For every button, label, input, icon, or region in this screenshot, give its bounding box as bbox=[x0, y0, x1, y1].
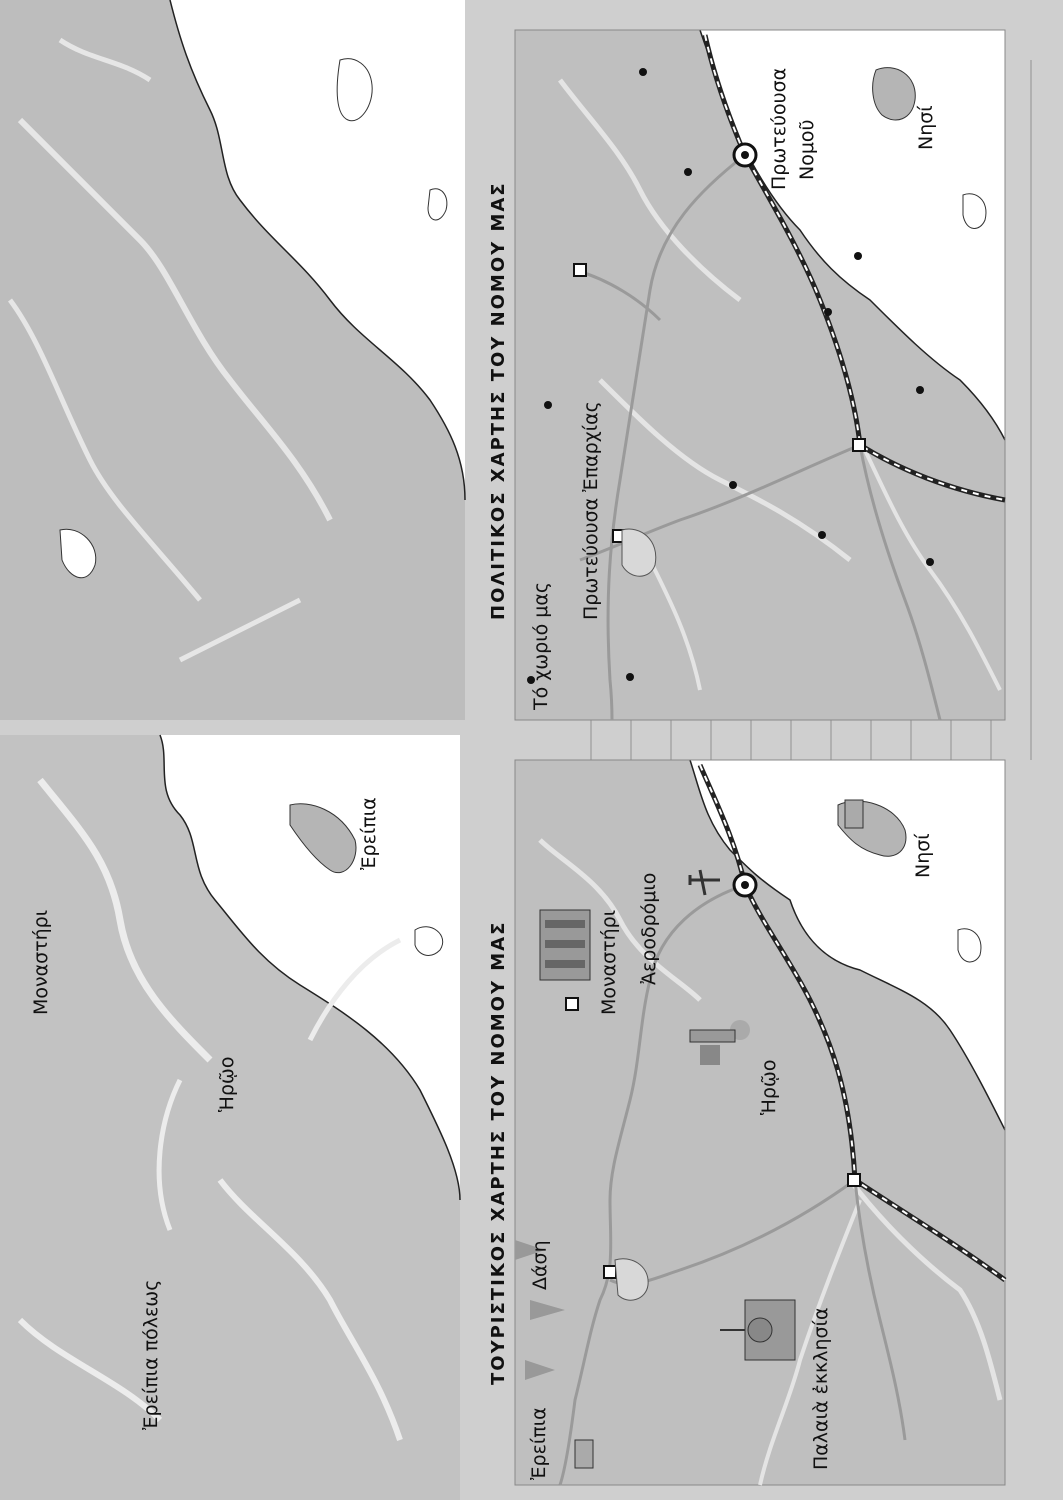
label-our-village: Τό χωριό μας bbox=[530, 581, 552, 710]
label-airport: Ἀεροδρόμιο bbox=[638, 872, 660, 985]
label-prefecture-capital-1: Πρωτεύουσα bbox=[768, 67, 790, 190]
monastery-icon bbox=[540, 910, 590, 980]
political-map-title: ΠΟΛΙΤΙΚΟΣ ΧΑΡΤΗΣ ΤΟΥ ΝΟΜΟΥ ΜΑΣ bbox=[488, 181, 509, 620]
label-hero-monument-tourist: Ἡρῷο bbox=[758, 1059, 780, 1115]
label-ruins-topleft: Ἐρείπια bbox=[358, 797, 380, 870]
label-monastery-topleft: Μοναστήρι bbox=[30, 909, 52, 1015]
label-island-political: Νησί bbox=[915, 105, 937, 150]
label-forest: Δάση bbox=[529, 1240, 551, 1290]
label-island-tourist: Νησί bbox=[912, 833, 934, 878]
label-ruins-city: Ἐρείπια πόλεως bbox=[140, 1279, 162, 1430]
label-prefecture-capital-2: Νομοῦ bbox=[796, 119, 818, 180]
top-right-map bbox=[0, 0, 465, 720]
label-monastery-tourist: Μοναστήρι bbox=[598, 909, 620, 1015]
tourist-map-title: ΤΟΥΡΙΣΤΙΚΟΣ ΧΑΡΤΗΣ ΤΟΥ ΝΟΜΟΥ ΜΑΣ bbox=[488, 920, 509, 1385]
label-old-church: Παλαιὰ ἐκκλησία bbox=[810, 1307, 832, 1470]
label-hero-monument-topleft: Ἡρῷο bbox=[216, 1056, 238, 1112]
top-left-map bbox=[0, 735, 460, 1500]
label-ruins-tourist: Ἐρείπια bbox=[528, 1407, 550, 1480]
label-province-capital: Πρωτεύουσα Ἐπαρχίας bbox=[580, 401, 602, 620]
